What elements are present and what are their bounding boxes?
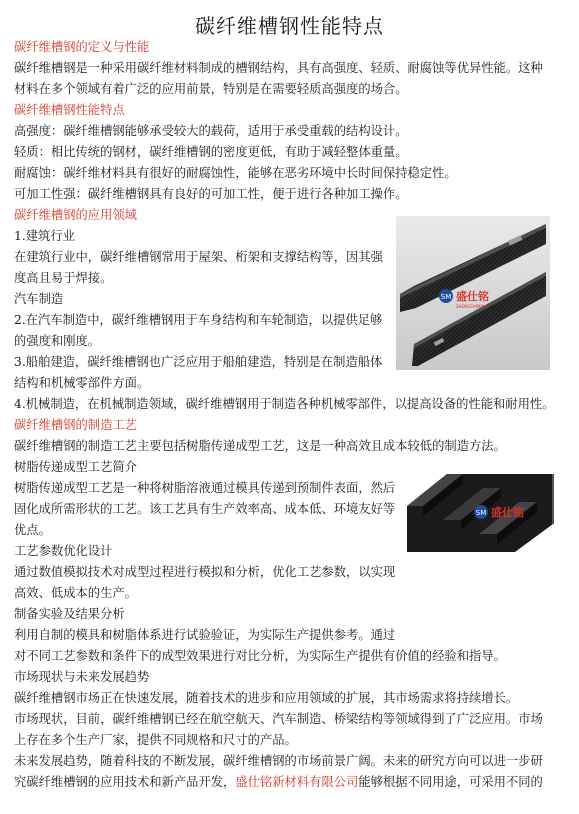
corrugated-channel-illustration (403, 454, 555, 554)
logo-mark-text-2: SM (475, 509, 487, 517)
logo-watermark-2 (474, 505, 524, 519)
app-line-4: 汽车制造 (14, 292, 64, 306)
definition-line-1: 碳纤维槽钢是一种采用碳纤维材料制成的槽钢结构，具有高强度、轻质、耐腐蚀等优异性能。这种 (14, 61, 543, 75)
process-line-5: 优点。 (14, 523, 51, 537)
app-line-7: 3.船舶建造，碳纤维槽钢也广泛应用于船舶建造，特别是在制造船体 (14, 355, 383, 369)
product-photo-corrugated-channel (403, 454, 555, 554)
company-post-text: 能够根据不同用途，可采用不同的 (358, 775, 543, 789)
process-line-6: 工艺参数优化设计 (14, 544, 113, 558)
process-line-13: 碳纤维槽钢市场正在快速发展，随着技术的进步和应用领域的扩展，其市场需求将持续增长。 (14, 691, 519, 705)
app-line-8: 结构和机械零部件方面。 (14, 376, 150, 390)
definition-line-2: 材料在多个领域有着广泛的应用前景，特别是在需要轻质高强度的场合。 (14, 82, 408, 96)
process-line-3: 树脂传递成型工艺是一种将树脂溶液通过模具传递到预制件表面，然后 (14, 481, 396, 495)
company-name: 盛仕铭新材料有限公司 (235, 775, 359, 789)
feature-corrosion: 耐腐蚀：碳纤维材料具有很好的耐腐蚀性，能够在恶劣环境中长时间保持稳定性。 (14, 166, 457, 180)
product-photo-channel-bars (396, 216, 550, 370)
logo-text: 盛仕铭 (456, 290, 489, 303)
process-line-14: 市场现状，目前，碳纤维槽钢已经在航空航天、汽车制造、桥梁结构等领域得到了广泛应用。市场 (14, 712, 543, 726)
process-line-15: 上存在多个生产厂家，提供不同规格和尺寸的产品。 (14, 733, 297, 747)
process-line-8: 高效、低成本的生产。 (14, 586, 137, 600)
feature-lightweight: 轻质：相比传统的钢材，碳纤维槽钢的密度更低，有助于减轻整体重量。 (14, 145, 408, 159)
process-line-10: 利用自制的模具和树脂体系进行试验验证，为实际生产提供参考。通过 (14, 628, 396, 642)
process-line-7: 通过数值模拟技术对成型过程进行模拟和分析，优化工艺参数，以实现 (14, 565, 396, 579)
logo-text-2: 盛仕铭 (491, 506, 524, 519)
heading-applications: 碳纤维槽钢的应用领域 (14, 208, 137, 222)
app-line-5: 2.在汽车制造中，碳纤维槽钢用于车身结构和车轮制造，以提供足够 (14, 313, 383, 327)
process-line-1: 碳纤维槽钢的制造工艺主要包括树脂传递成型工艺，这是一种高效且成本较低的制造方法。 (14, 439, 506, 453)
app-line-1: 1.建筑行业 (14, 229, 75, 243)
process-line-2: 树脂传递成型工艺简介 (14, 460, 137, 474)
logo-subtext: SHENGSHIMING (456, 304, 488, 309)
process-line-12: 市场现状与未来发展趋势 (14, 670, 150, 684)
process-line-9: 制备实验及结果分析 (14, 607, 125, 621)
heading-process: 碳纤维槽钢的制造工艺 (14, 418, 137, 432)
heading-features: 碳纤维槽钢性能特点 (14, 103, 125, 117)
process-line-4: 固化成所需形状的工艺。该工艺具有生产效率高、成本低、环境友好等 (14, 502, 396, 516)
app-line-2: 在建筑行业中，碳纤维槽钢常用于屋架、桁架和支撑结构等，因其强 (14, 250, 383, 264)
app-line-3: 度高且易于焊接。 (14, 271, 113, 285)
heading-definition: 碳纤维槽钢的定义与性能 (14, 40, 150, 54)
company-pre-text: 究碳纤维槽钢的应用技术和新产品开发， (14, 775, 236, 789)
feature-strength: 高强度：碳纤维槽钢能够承受较大的载荷，适用于承受重载的结构设计。 (14, 124, 408, 138)
app-line-9: 4.机械制造，在机械制造领域，碳纤维槽钢用于制造各种机械零部件，以提高设备的性能和耐用性。 (14, 397, 555, 411)
process-line-11: 对不同工艺参数和条件下的成型效果进行对比分析，为实际生产提供有价值的经验和指导。 (14, 649, 506, 663)
app-line-6: 的强度和刚度。 (14, 334, 101, 348)
process-line-16: 未来发展趋势，随着科技的不断发展，碳纤维槽钢的市场前景广阔。未来的研究方向可以进一步研 (14, 754, 543, 768)
logo-mark-text: SM (440, 293, 452, 301)
process-line-company (14, 772, 543, 793)
feature-machinability: 可加工性强：碳纤维槽钢具有良好的可加工性，便于进行各种加工操作。 (14, 187, 408, 201)
page-title: 碳纤维槽钢性能特点 (195, 14, 384, 38)
channel-bars-illustration (396, 216, 550, 370)
